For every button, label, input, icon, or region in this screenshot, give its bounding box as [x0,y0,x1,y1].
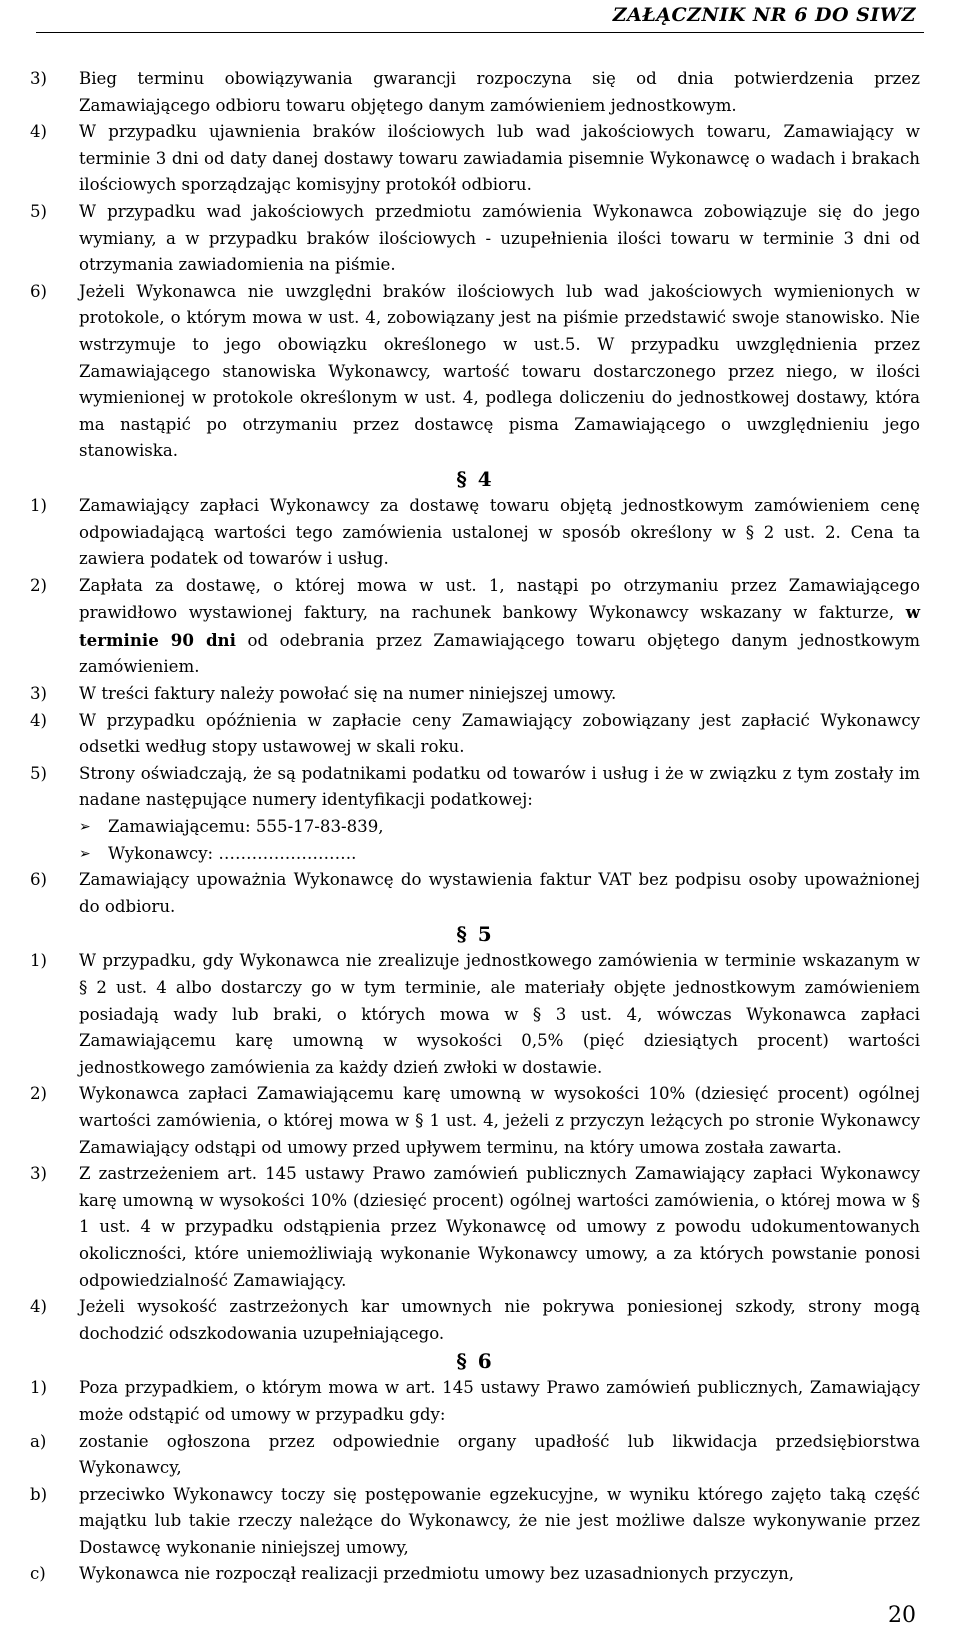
list-item [30,1294,920,1347]
list-item-text: Zamawiający upoważnia Wykonawcę do wystawienia faktur VAT bez podpisu osoby upoważnionej do odbioru. [79,870,920,916]
list-item [30,708,920,761]
list-item-text: Poza przypadkiem, o którym mowa w art. 145 ustawy Prawo zamówień publicznych, Zamawiający może odstąpić od umowy w przypadku gdy: [79,1378,920,1424]
emphasized-term: w terminie 90 dni [79,602,920,650]
list-item-number: 5) [30,201,48,221]
sub-list-item [30,1429,920,1482]
page-number: 20 [888,1603,916,1628]
list-item [30,761,920,814]
bullet-item [30,814,920,841]
list-item-text-continued: od odebrania przez Zamawiającego towaru objętego danym jednostkowym zamówieniem. [79,630,921,677]
list-item-text: Zamawiający zapłaci Wykonawcy za dostawę towaru objętą jednostkowym zamówieniem cenę odpowiadającą wartości tego zamówienia ustalonej w sposób określony w § 2 ust. 2. Cena ta zawiera podatek od towarów i usług. [79,495,920,569]
list-item-text: W przypadku wad jakościowych przedmiotu zamówienia Wykonawca zobowiązuje się do jego wymiany, a w przypadku braków ilościowych - uzupełnienia ilości towaru w terminie 3 dni od otrzymania zawiadomienia na piśmie. [79,201,920,275]
list-item-text: przeciwko Wykonawcy toczy się postępowanie egzekucyjne, w wyniku którego zajęto taką część majątku lub takie rzeczy należące do Wykonawcy, że nie jest możliwe dalsze wykonywanie przez Dostawcę wykonanie niniejszej umowy, [79,1484,920,1557]
list-item-text: Wykonawca zapłaci Zamawiającemu karę umowną w wysokości 10% (dziesięć procent) ogólnej wartości zamówienia, o której mowa w § 1 ust. 4, jeżeli z przyczyn leżących po stronie Wykonawcy Zamawiający odstąpi od umowy przed upływem terminu, na który umowa została zawarta. [79,1084,920,1157]
list-item-text: Jeżeli Wykonawca nie uwzględni braków ilościowych lub wad jakościowych wymienionych w protokole, o którym mowa w ust. 4, zobowiązany jest na piśmie przedstawić swoje stanowisko. Nie wstrzymuje to jego obowiązku określonego w ust.5. W przypadku uwzględnienia przez Zamawiającego stanowiska Wykonawcy, wartość towaru dostarczonego przez niego, w ilości wymienionej w protokole określonym w ust. 4, podlega doliczeniu do jednostkowej dostawy, która ma nastąpić po otrzymaniu przez dostawcę pisma Zamawiającego o uwzględnieniu jego stanowiska. [79,281,920,461]
list-item-text: Bieg terminu obowiązywania gwarancji rozpoczyna się od dnia potwierdzenia przez Zamawiającego odbioru towaru objętego danym zamówieniem jednostkowym. [79,69,920,115]
arrow-bullet-icon: ➢ [79,819,91,836]
section-heading: § 4 [456,466,494,491]
page-header-title: ZAŁĄCZNIK NR 6 DO SIWZ [612,4,916,26]
list-item-number: 3) [30,1164,48,1184]
header-rule [36,32,924,33]
list-item [30,279,920,465]
list-item [30,1081,920,1161]
list-item-number: 3) [30,69,48,88]
list-item-number: b) [30,1484,48,1504]
list-item-text: W przypadku opóźnienia w zapłacie ceny Zamawiający zobowiązany jest zapłacić Wykonawcy odsetki według stopy ustawowej w skali roku. [79,710,920,757]
list-item [30,573,920,681]
list-item-number: 6) [30,870,48,890]
document-body [30,66,920,1588]
section-heading: § 6 [456,1349,494,1374]
list-item [30,867,920,920]
list-item-number: 5) [30,763,48,783]
list-item-text: Z zastrzeżeniem art. 145 ustawy Prawo zamówień publicznych Zamawiający zapłaci Wykonawcy karę umowną w wysokości 10% (dziesięć procent) ogólnej wartości zamówienia, o której mowa w § 1 ust. 4 w przypadku odstąpienia przez Wykonawcę od umowy z powodu udokumentowanych okoliczności, które uniemożliwiają wykonanie Wykonawcy umowy, a za których powstanie ponosi odpowiedzialność Zamawiający. [79,1164,920,1290]
bullet-text: Zamawiającemu: 555-17-83-839, [108,817,384,837]
list-item [30,66,920,119]
sub-list-item [30,1482,920,1562]
list-item-number: 4) [30,122,48,142]
list-item [30,1375,920,1428]
list-item [30,493,920,573]
section-heading: § 5 [456,922,494,947]
list-item [30,199,920,279]
list-item-text: zostanie ogłoszona przez odpowiednie organy upadłość lub likwidacja przedsiębiorstwa Wykonawcy, [79,1431,920,1478]
list-item [30,1161,920,1294]
arrow-bullet-icon: ➢ [79,845,91,862]
list-item-number: 3) [30,684,48,704]
list-item-number: 4) [30,1297,48,1317]
bullet-text: Wykonawcy: ……………………. [108,843,357,863]
list-item-text: W przypadku ujawnienia braków ilościowych lub wad jakościowych towaru, Zamawiający w terminie 3 dni od daty danej dostawy towaru zawiadamia pisemnie Wykonawcę o wadach i brakach ilościowych sporządzając komisyjny protokół odbioru. [79,122,920,195]
list-item-number: 2) [30,575,48,595]
list-item-text: Jeżeli wysokość zastrzeżonych kar umownych nie pokrywa poniesionej szkody, strony mogą dochodzić odszkodowania uzupełniającego. [79,1297,920,1343]
sub-list-item [30,1561,920,1588]
list-item-number: 2) [30,1084,48,1104]
list-item [30,119,920,199]
list-item-number: 1) [30,495,48,515]
list-item-text: W przypadku, gdy Wykonawca nie zrealizuje jednostkowego zamówienia w terminie wskazanym w § 2 ust. 4 albo dostarczy go w tym terminie, ale materiały objęte jednostkowym zamówieniem posiadają wady lub braki, o których mowa w § 3 ust. 4, wówczas Wykonawca zapłaci Zamawiającemu karę umowną w wysokości 0,5% (pięć dziesiątych procent) wartości jednostkowego zamówienia za każdy dzień zwłoki w dostawie. [79,951,920,1077]
list-item-number: a) [30,1431,47,1451]
list-item-text: Zapłata za dostawę, o której mowa w ust. 1, nastąpi po otrzymaniu przez Zamawiającego prawidłowo wystawionej faktury, na rachunek bankowy Wykonawcy wskazany w fakturze, [79,575,920,623]
bullet-item [30,841,920,868]
list-item-number: c) [30,1564,46,1584]
list-item [30,681,920,708]
list-item-number: 1) [30,951,48,971]
list-item-text: Strony oświadczają, że są podatnikami podatku od towarów i usług i że w związku z tym zostały im nadane następujące numery identyfikacji podatkowej: [79,763,920,810]
list-item-text: W treści faktury należy powołać się na numer niniejszej umowy. [79,684,617,704]
list-item-number: 4) [30,710,48,730]
list-item-text: Wykonawca nie rozpoczął realizacji przedmiotu umowy bez uzasadnionych przyczyn, [79,1564,795,1584]
list-item [30,948,920,1081]
list-item-number: 1) [30,1378,48,1398]
list-item-number: 6) [30,281,48,301]
